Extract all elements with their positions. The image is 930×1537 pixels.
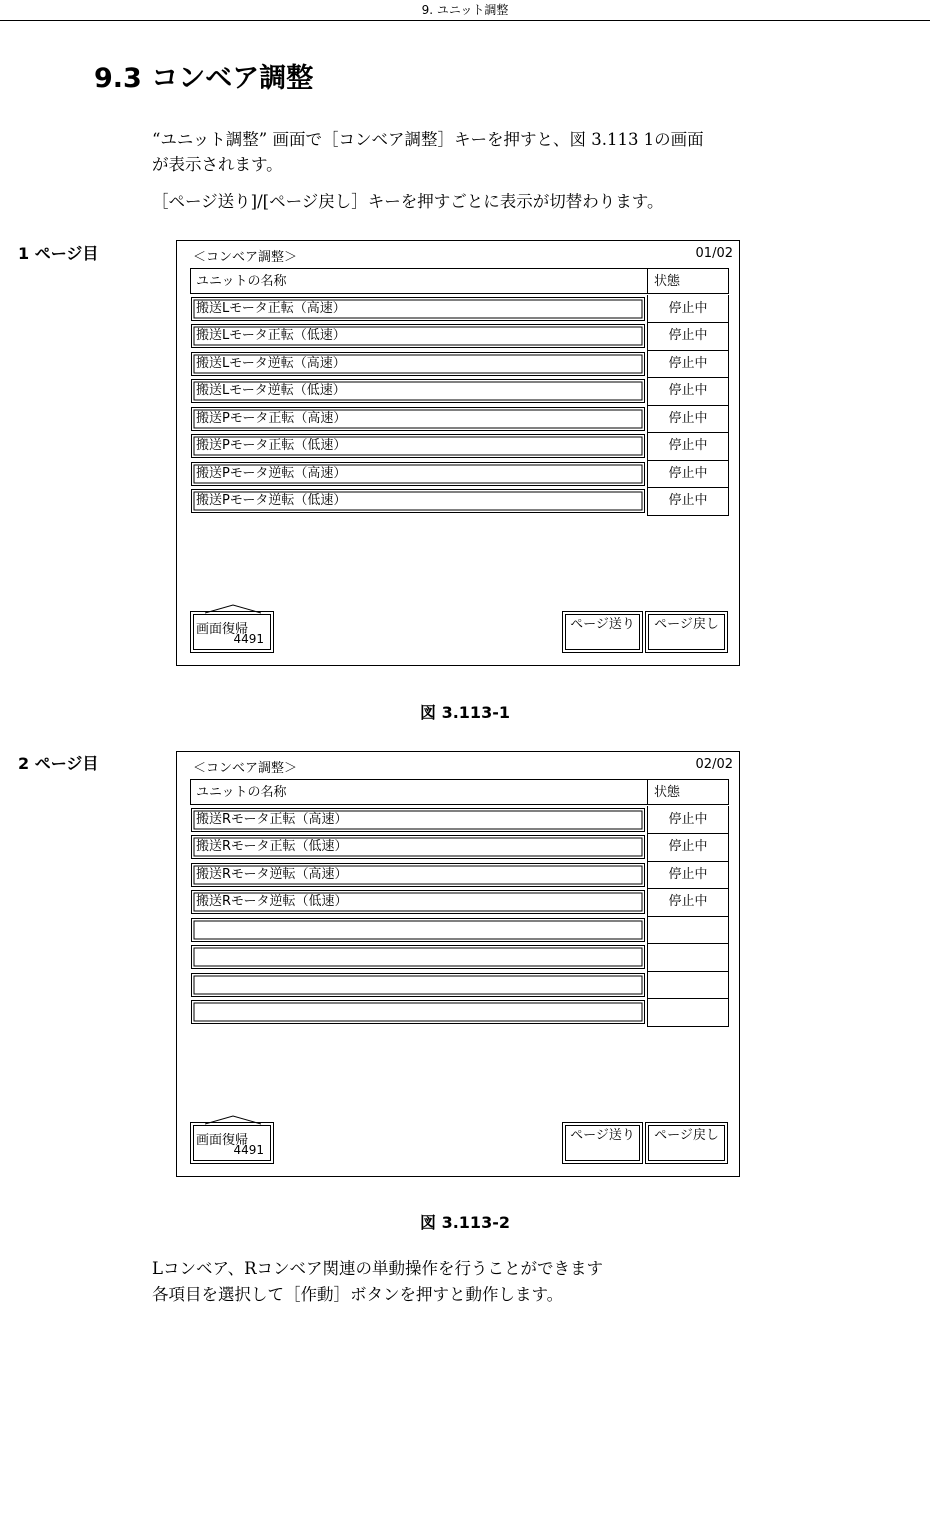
- unit-state: 停止中: [647, 377, 729, 406]
- page-next-button[interactable]: [562, 1122, 643, 1164]
- unit-state: 停止中: [647, 806, 729, 835]
- screen-title: ＜コンベア調整＞: [193, 250, 298, 265]
- figure-caption-2: 図 3.113-2: [420, 1213, 510, 1232]
- page-next-label: ページ送り: [570, 617, 635, 632]
- screen-return-label: 画面復帰: [196, 1133, 249, 1148]
- screen-return-button[interactable]: [190, 611, 274, 653]
- unit-state: [647, 943, 729, 972]
- unit-state: 停止中: [647, 350, 729, 379]
- table-row[interactable]: [190, 378, 729, 406]
- section-title: 9.3 コンベア調整: [94, 63, 314, 94]
- screen-return-code: 4491: [233, 632, 264, 646]
- table-row[interactable]: [190, 889, 729, 917]
- unit-name-button[interactable]: 搬送Pモータ正転（高速）: [191, 407, 645, 431]
- screen-page-number: 02/02: [695, 757, 733, 772]
- column-header-name: ユニットの名称: [190, 779, 647, 805]
- unit-state: 停止中: [647, 460, 729, 489]
- page-next-button[interactable]: [562, 611, 643, 653]
- page-next-label: ページ送り: [570, 1128, 635, 1143]
- unit-state: 停止中: [647, 432, 729, 461]
- column-header-state: 状態: [647, 268, 729, 294]
- unit-name-button[interactable]: 搬送Lモータ逆転（高速）: [191, 352, 645, 376]
- unit-state: 停止中: [647, 833, 729, 862]
- unit-state: 停止中: [647, 487, 729, 516]
- page-header: [0, 0, 930, 21]
- unit-state: 停止中: [647, 861, 729, 890]
- table-row[interactable]: [190, 862, 729, 890]
- figure-caption-1: 図 3.113-1: [420, 703, 510, 722]
- unit-state: 停止中: [647, 295, 729, 324]
- unit-name-button[interactable]: 搬送Rモータ逆転（低速）: [191, 890, 645, 914]
- page-prev-label: ページ戻し: [654, 617, 719, 632]
- intro-line-2: が表示されます。: [152, 155, 283, 174]
- intro-line-3: ［ページ送り]/[ページ戻し］キーを押すごとに表示が切替わります。: [152, 192, 664, 211]
- unit-table: [190, 268, 729, 516]
- table-row[interactable]: [190, 488, 729, 516]
- table-row[interactable]: [190, 807, 729, 835]
- screen-title: ＜コンベア調整＞: [193, 761, 298, 776]
- table-row[interactable]: [190, 323, 729, 351]
- unit-name-button[interactable]: [191, 918, 645, 942]
- unit-state: [647, 998, 729, 1027]
- unit-state: 停止中: [647, 888, 729, 917]
- table-header: [190, 268, 729, 296]
- outro-line-1: Lコンベア、Rコンベア関連の単動操作を行うことができます: [152, 1259, 604, 1278]
- unit-name-button[interactable]: 搬送Lモータ逆転（低速）: [191, 379, 645, 403]
- unit-name-button[interactable]: [191, 945, 645, 969]
- unit-name-button[interactable]: [191, 973, 645, 997]
- outro-line-2: 各項目を選択して［作動］ボタンを押すと動作します。: [152, 1285, 564, 1304]
- table-header: [190, 779, 729, 807]
- screen-page1: [176, 240, 740, 666]
- screen-return-label: 画面復帰: [196, 622, 249, 637]
- table-row[interactable]: [190, 917, 729, 945]
- unit-state: 停止中: [647, 405, 729, 434]
- unit-name-button[interactable]: 搬送Rモータ正転（高速）: [191, 808, 645, 832]
- unit-name-button[interactable]: [191, 1000, 645, 1024]
- page2-label: 2 ページ目: [18, 754, 99, 773]
- unit-name-button[interactable]: 搬送Rモータ逆転（高速）: [191, 863, 645, 887]
- column-header-name: ユニットの名称: [190, 268, 647, 294]
- screen-return-code: 4491: [233, 1143, 264, 1157]
- table-row[interactable]: [190, 351, 729, 379]
- table-row[interactable]: [190, 999, 729, 1027]
- unit-state: [647, 916, 729, 945]
- table-row[interactable]: [190, 972, 729, 1000]
- screen-return-button[interactable]: [190, 1122, 274, 1164]
- table-row[interactable]: [190, 406, 729, 434]
- unit-state: 停止中: [647, 322, 729, 351]
- table-row[interactable]: [190, 944, 729, 972]
- page-prev-button[interactable]: [645, 611, 728, 653]
- unit-name-button[interactable]: 搬送Pモータ逆転（低速）: [191, 489, 645, 513]
- unit-state: [647, 971, 729, 1000]
- table-row[interactable]: [190, 433, 729, 461]
- home-roof-icon: [205, 604, 261, 614]
- chapter-title: 9. ユニット調整: [421, 3, 509, 17]
- unit-name-button[interactable]: 搬送Pモータ逆転（高速）: [191, 462, 645, 486]
- table-row[interactable]: [190, 834, 729, 862]
- unit-name-button[interactable]: 搬送Rモータ正転（低速）: [191, 835, 645, 859]
- intro-line-1: “ユニット調整” 画面で［コンベア調整］キーを押すと、図 3.113 1の画面: [152, 130, 704, 149]
- table-row[interactable]: [190, 296, 729, 324]
- home-roof-icon: [205, 1115, 261, 1125]
- screen-page-number: 01/02: [695, 246, 733, 261]
- unit-table: [190, 779, 729, 1027]
- page-prev-label: ページ戻し: [654, 1128, 719, 1143]
- unit-name-button[interactable]: 搬送Lモータ正転（高速）: [191, 297, 645, 321]
- page-prev-button[interactable]: [645, 1122, 728, 1164]
- column-header-state: 状態: [647, 779, 729, 805]
- unit-name-button[interactable]: 搬送Lモータ正転（低速）: [191, 324, 645, 348]
- screen-page2: [176, 751, 740, 1177]
- unit-name-button[interactable]: 搬送Pモータ正転（低速）: [191, 434, 645, 458]
- table-row[interactable]: [190, 461, 729, 489]
- page1-label: 1 ページ目: [18, 244, 99, 263]
